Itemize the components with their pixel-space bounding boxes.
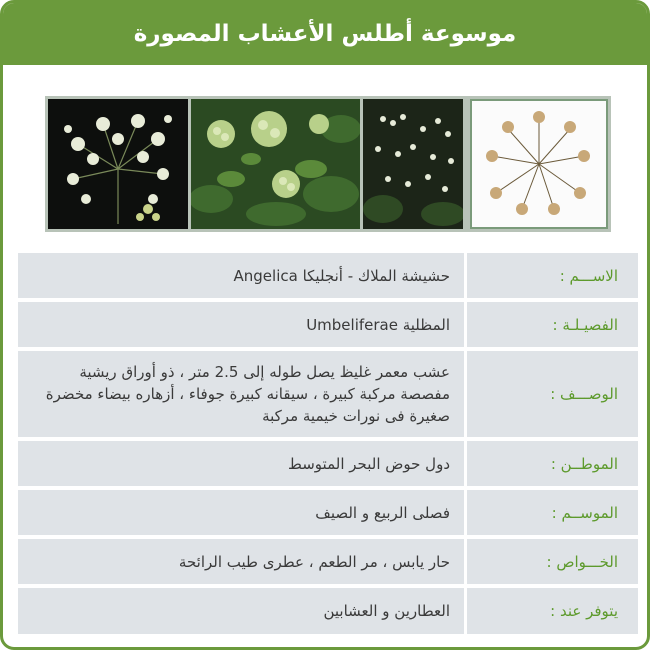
label-description: الوصـــف : (467, 351, 638, 437)
flower-umbel-image (48, 99, 188, 229)
value-habitat: دول حوض البحر المتوسط (18, 441, 464, 486)
herb-info-table (18, 253, 638, 638)
value-availability: العطارين و العشابين (18, 588, 464, 634)
label-season: الموســم : (467, 490, 638, 535)
angelica-flower-photo (48, 99, 188, 229)
label-name: الاســـم : (467, 253, 638, 298)
row-properties (18, 539, 638, 584)
value-properties: حار يابس ، مر الطعم ، عطرى طيب الرائحة (18, 539, 464, 584)
angelica-field-photo (363, 99, 463, 229)
label-habitat: الموطــن : (467, 441, 638, 486)
row-season (18, 490, 638, 535)
value-season: فصلى الربيع و الصيف (18, 490, 464, 535)
value-description: عشب معمر غليظ يصل طوله إلى 2.5 متر ، ذو أوراق ريشية مفصصة مركبة كبيرة ، سيقانه كبيرة جوفاء ، أزهاره بيضاء مخضرة صغيرة فى نورات خيمية مركبة (18, 351, 464, 437)
row-availability (18, 588, 638, 634)
field-flowers-image (363, 99, 463, 229)
label-properties: الخـــواص : (467, 539, 638, 584)
header-bar (3, 3, 647, 65)
plant-leaves-image (191, 99, 360, 229)
value-family: المظلية Umbeliferae (18, 302, 464, 347)
page-title: موسوعة أطلس الأعشاب المصورة (133, 21, 517, 47)
label-availability: يتوفر عند : (467, 588, 638, 634)
seedhead-image (472, 101, 606, 227)
row-habitat (18, 441, 638, 486)
angelica-seedhead-photo (470, 99, 608, 229)
angelica-plant-photo (191, 99, 360, 229)
row-family (18, 302, 638, 347)
value-name: حشيشة الملاك - أنجليكا Angelica (18, 253, 464, 298)
row-description (18, 351, 638, 437)
row-name (18, 253, 638, 298)
label-family: الفصيـلـة : (467, 302, 638, 347)
image-gallery (45, 96, 611, 232)
